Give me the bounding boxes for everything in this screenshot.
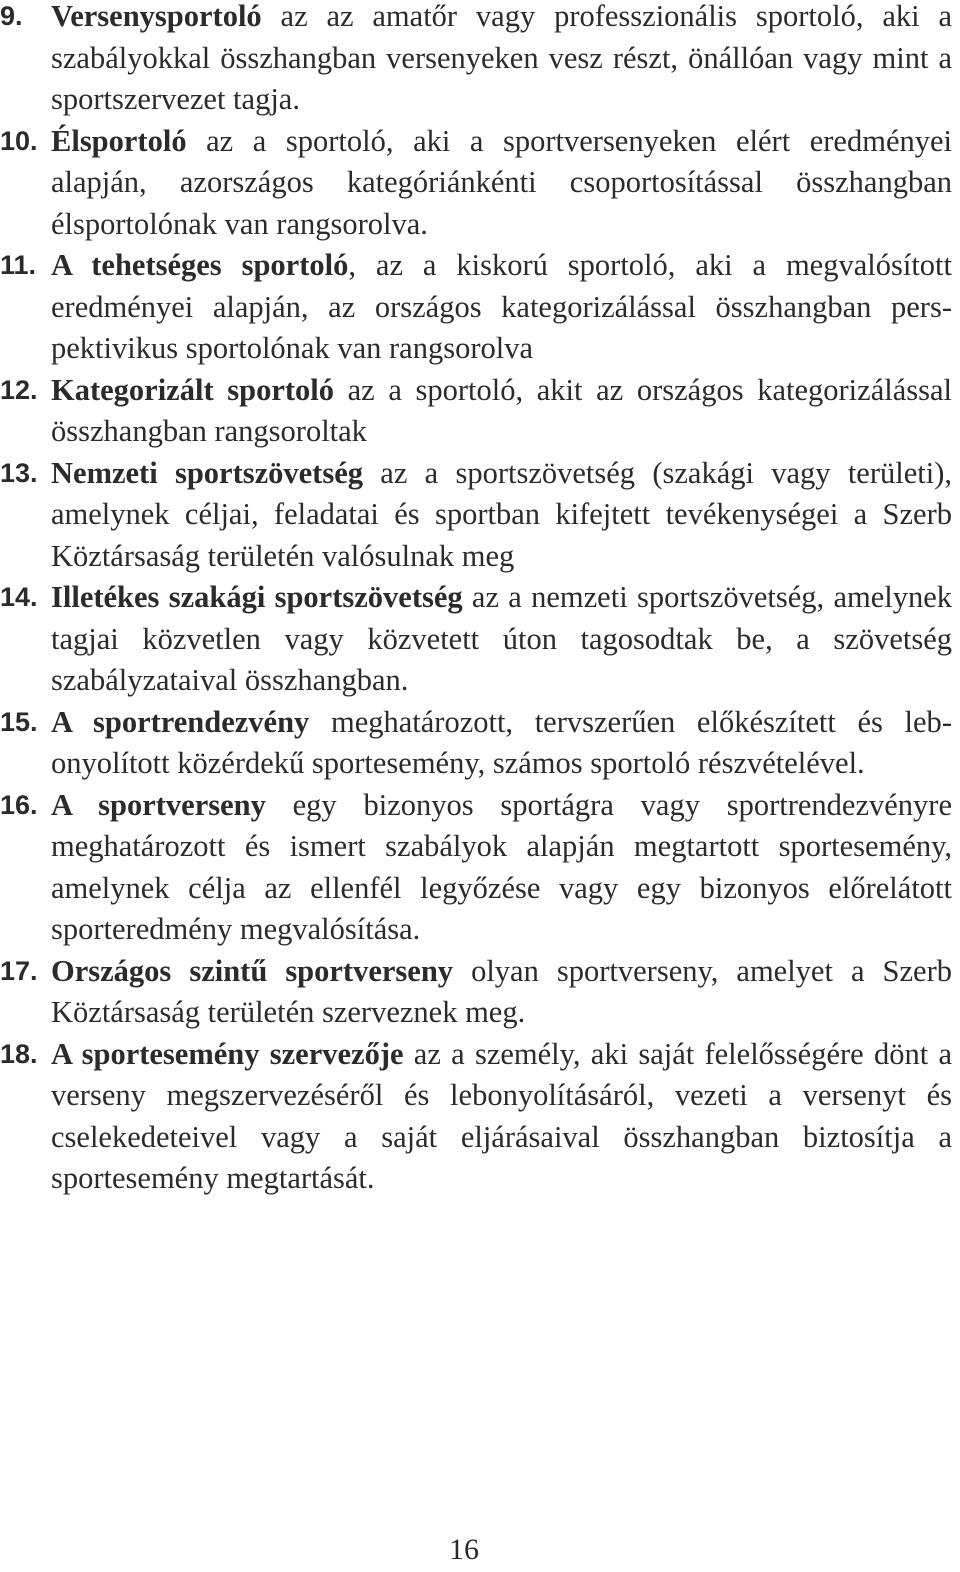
definition-text: az a sportoló, aki a sportversenyeken elért eredményei alapján, azországos kategóriánkénti csoportosítással összhangban élsportolónak van rangsorolva.	[51, 123, 952, 241]
definition-text: az az amatőr vagy professzionális sportoló, aki a szabályokkal összhangban versenyeken vesz részt, önállóan vagy mint a sportszervezet tagja.	[51, 0, 952, 116]
definition-item	[0, 785, 952, 951]
definition-text: , az a kiskorú sportoló, aki a megvalósított eredményei alapján, az országos kategorizálással összhangban perspektivikus sportolónak van rangsorolva	[51, 248, 952, 365]
definition-text: meghatározott, tervszerűen előkészített és lebonyolított közérdekű sportesemény, számos sportoló részvételével.	[51, 704, 952, 780]
definition-item	[0, 1034, 952, 1200]
definition-item	[0, 453, 952, 578]
item-number: 17.	[0, 955, 38, 986]
definition-item	[0, 702, 952, 785]
definition-item	[0, 370, 952, 453]
definition-item	[0, 245, 952, 370]
definition-term: Élsportoló	[51, 123, 187, 158]
definition-item	[0, 577, 952, 702]
definition-text: az a nemzeti sportszövetség, amelynek tagjai közvetlen vagy közvetett úton tagosodtak be, a szövetség szabályzataival összhangban.	[51, 580, 953, 697]
item-number: 9.	[0, 1, 23, 31]
definition-text: olyan sportverseny, amelyet a Szerb Köztársaság területén szerveznek meg.	[51, 953, 952, 1029]
definition-item	[0, 0, 952, 121]
definition-term: A tehetséges sportoló	[51, 248, 349, 282]
definition-term: Illetékes szakági sportszövetség	[51, 580, 463, 614]
definition-term: Nemzeti sportszövetség	[51, 455, 363, 490]
item-number: 16.	[0, 789, 38, 820]
definition-text: az a sportszövetség (szakági vagy területi), amelynek céljai, feladatai és sportban kifejtett tevékenységei a Szerb Köztársaság területén valósulnak meg	[51, 455, 952, 573]
definition-term: A sportesemény szervezője	[51, 1036, 404, 1071]
definition-term: A sportrendezvény	[51, 704, 310, 739]
definition-term: Országos szintű sportverseny	[51, 953, 454, 988]
item-number: 15.	[0, 706, 38, 737]
definition-term: Kategorizált sportoló	[51, 372, 334, 407]
definition-term: A sportverseny	[51, 787, 266, 822]
item-number: 18.	[0, 1038, 38, 1069]
definition-text: egy bizonyos sportágra vagy sportrendezvényre meghatározott és ismert szabályok alapján megtartott sportesemény, amelynek célja az ellenfél legyőzése vagy egy bizonyos előrelátott sporteredmény megvalósítása.	[51, 787, 952, 946]
item-number: 12.	[0, 374, 38, 405]
page-number: 16	[449, 1533, 479, 1566]
definition-text: az a sportoló, akit az országos kategorizálással összhangban rangsoroltak	[51, 372, 952, 448]
definition-text: az a személy, aki saját felelősségére dönt a verseny megszervezéséről és lebonyolításáról, vezeti a versenyt és cselekedeteivel vagy a saját eljárásaival összhangban biztosítja a sportesemény megtartását.	[51, 1036, 952, 1195]
item-number: 14.	[0, 582, 38, 612]
item-number: 13.	[0, 457, 38, 488]
definition-item	[0, 121, 952, 246]
definition-item	[0, 951, 952, 1034]
definition-term: Versenysportoló	[51, 0, 262, 33]
item-number: 10.	[0, 125, 38, 156]
item-number: 11.	[0, 250, 37, 280]
